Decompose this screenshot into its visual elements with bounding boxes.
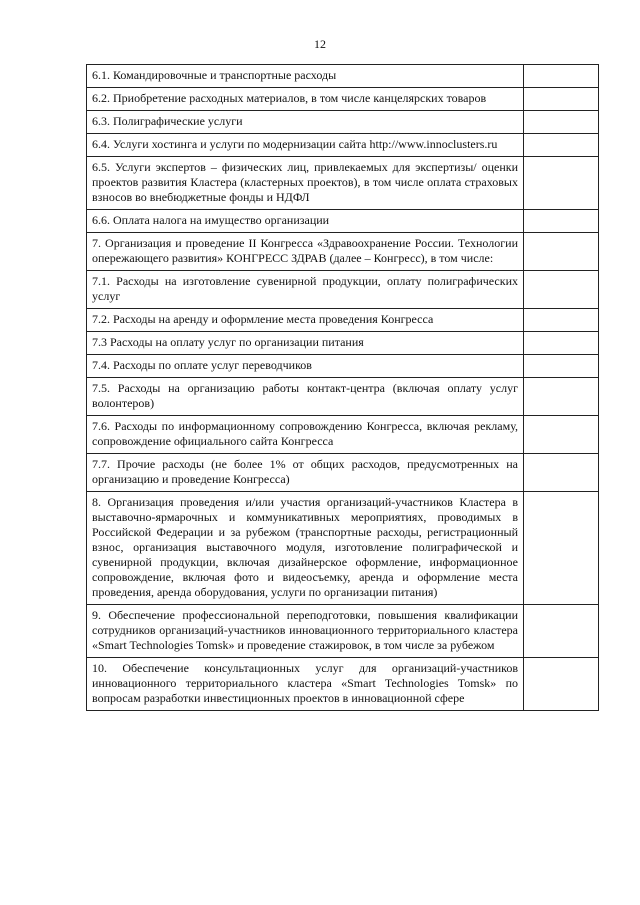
expense-item-text: 6.2. Приобретение расходных материалов, в том числе канцелярских товаров	[87, 88, 524, 111]
table-row	[87, 605, 599, 658]
table-row	[87, 454, 599, 492]
table-row	[87, 111, 599, 134]
expense-item-text: 10. Обеспечение консультационных услуг для организаций-участников инновационного территориального кластера «Smart Technologies Tomsk» по вопросам разработки инвестиционных проектов в инновационной сфере	[87, 658, 524, 711]
expense-amount-cell	[524, 378, 599, 416]
table-row	[87, 332, 599, 355]
expense-item-text: 7.4. Расходы по оплате услуг переводчиков	[87, 355, 524, 378]
expense-amount-cell	[524, 111, 599, 134]
expense-amount-cell	[524, 332, 599, 355]
expense-amount-cell	[524, 233, 599, 271]
expense-item-text: 9. Обеспечение профессиональной переподготовки, повышения квалификации сотрудников организаций-участников инновационного территориального кластера «Smart Technologies Tomsk» и проведение стажировок, в том числе за рубежом	[87, 605, 524, 658]
expense-item-text: 7. Организация и проведение II Конгресса «Здравоохранение России. Технологии опережающего развития» КОНГРЕСС ЗДРАВ (далее – Конгресс), в том числе:	[87, 233, 524, 271]
expense-amount-cell	[524, 416, 599, 454]
table-row	[87, 271, 599, 309]
table-row	[87, 88, 599, 111]
expense-amount-cell	[524, 309, 599, 332]
expense-item-text: 6.5. Услуги экспертов – физических лиц, привлекаемых для экспертизы/ оценки проектов развития Кластера (кластерных проектов), в том числе оплата страховых взносов во внебюджетные фонды и НДФЛ	[87, 157, 524, 210]
expense-item-text: 7.6. Расходы по информационному сопровождению Конгресса, включая рекламу, сопровождение официального сайта Конгресса	[87, 416, 524, 454]
expense-amount-cell	[524, 658, 599, 711]
expense-amount-cell	[524, 355, 599, 378]
table-row	[87, 355, 599, 378]
expense-amount-cell	[524, 605, 599, 658]
expense-table-body	[87, 65, 599, 711]
expense-amount-cell	[524, 271, 599, 309]
page-number: 12	[314, 37, 326, 51]
table-row	[87, 65, 599, 88]
expense-item-text: 8. Организация проведения и/или участия организаций-участников Кластера в выставочно-ярмарочных и коммуникативных мероприятиях, проводимых в Российской Федерации и за рубежом (транспортные расходы, регистрационный взнос, организация выставочного модуля, изготовление полиграфической и сувенирной продукции, включая дизайнерское оформление, информационное сопровождение, включая фото и видеосъемку, аренда и оформление места проведения, аренда оборудования, услуги по организации питания)	[87, 492, 524, 605]
expense-item-text: 7.2. Расходы на аренду и оформление места проведения Конгресса	[87, 309, 524, 332]
expense-amount-cell	[524, 134, 599, 157]
expense-amount-cell	[524, 65, 599, 88]
expense-item-text: 6.6. Оплата налога на имущество организации	[87, 210, 524, 233]
table-row	[87, 309, 599, 332]
expense-amount-cell	[524, 88, 599, 111]
expense-item-text: 7.3 Расходы на оплату услуг по организации питания	[87, 332, 524, 355]
expense-item-text: 6.4. Услуги хостинга и услуги по модернизации сайта http://www.innoclusters.ru	[87, 134, 524, 157]
expense-item-text: 7.1. Расходы на изготовление сувенирной продукции, оплату полиграфических услуг	[87, 271, 524, 309]
expense-item-text: 6.1. Командировочные и транспортные расходы	[87, 65, 524, 88]
table-row	[87, 134, 599, 157]
table-row	[87, 233, 599, 271]
expense-amount-cell	[524, 210, 599, 233]
expense-item-text: 7.5. Расходы на организацию работы контакт-центра (включая оплату услуг волонтеров)	[87, 378, 524, 416]
table-row	[87, 658, 599, 711]
expense-item-text: 7.7. Прочие расходы (не более 1% от общих расходов, предусмотренных на организацию и проведение Конгресса)	[87, 454, 524, 492]
expense-item-text: 6.3. Полиграфические услуги	[87, 111, 524, 134]
table-row	[87, 416, 599, 454]
expense-amount-cell	[524, 492, 599, 605]
table-row	[87, 378, 599, 416]
expense-amount-cell	[524, 157, 599, 210]
expense-table	[86, 64, 599, 711]
table-row	[87, 492, 599, 605]
expense-amount-cell	[524, 454, 599, 492]
table-row	[87, 157, 599, 210]
table-row	[87, 210, 599, 233]
